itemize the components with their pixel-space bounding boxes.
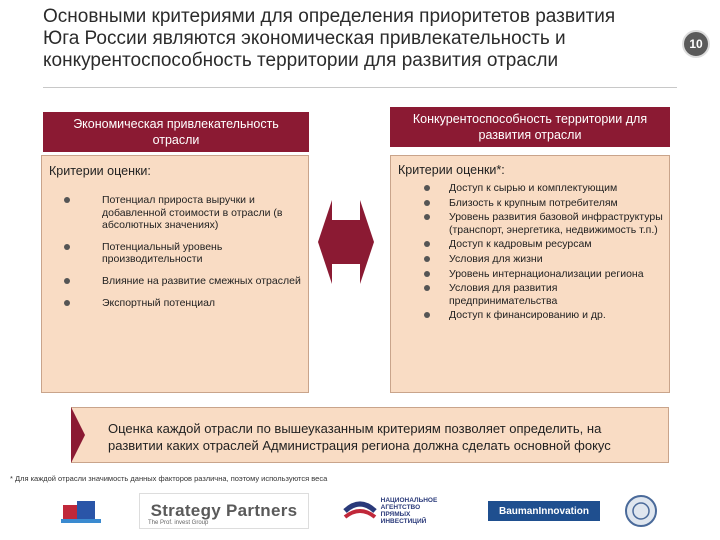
nap-line: ИНВЕСТИЦИЙ [380,518,427,525]
nap-emblem-icon [343,497,377,525]
nap-logo [335,493,445,529]
bullet-icon [424,185,430,191]
bullet-icon [64,300,70,306]
list-item-text: Доступ к сырью и комплектующим [449,182,618,194]
bullet-icon [424,241,430,247]
list-item [424,182,664,195]
title-divider [43,87,677,88]
university-seal-logo [623,493,659,529]
list-item-text: Потенциальный уровень производительности [102,240,223,266]
list-item-text: Близость к крупным потребителям [449,196,618,209]
list-item-text: Экспортный потенциал [102,296,216,309]
regional-emblem-icon [57,495,105,527]
list-item [64,194,304,232]
partner-logos [43,493,677,531]
list-item [424,282,664,307]
bauman-innovation-text: BaumanInnovation [498,505,589,517]
strategy-partners-subtitle: The Prof. invest Group [148,520,209,526]
right-criteria-label: Критерии оценки*: [398,163,505,177]
list-item-text: Влияние на развитие смежных отраслей [102,274,301,287]
nap-line: ПРЯМЫХ [380,511,411,518]
list-item [424,197,664,210]
double-arrow-icon [318,200,374,284]
list-item-text: Уровень интернационализации региона [449,267,644,280]
list-item-text: Условия для жизни [449,252,543,265]
left-criteria-panel [41,155,309,393]
list-item-text: Уровень развития базовой инфраструктуры (транспорт, энергетика, недвижимость т.п.) [449,211,663,236]
left-criteria-label: Критерии оценки: [49,164,151,178]
list-item-text: Доступ к финансированию и др. [449,309,606,322]
list-item-text: Условия для развития предпринимательства [449,282,558,307]
bullet-icon [64,278,70,284]
bullet-icon [424,200,430,206]
list-item [424,309,664,322]
page-number-badge: 10 [682,30,710,58]
nap-line: АГЕНТСТВО [380,504,421,511]
list-item-text: Доступ к кадровым ресурсам [449,238,592,251]
bullet-icon [424,214,430,220]
list-item [424,238,664,251]
bullet-icon [424,256,430,262]
chevron-right-icon [71,407,85,463]
nap-line: НАЦИОНАЛЬНОЕ [380,497,438,504]
right-header [390,107,670,147]
footnote: * Для каждой отрасли значимость данных факторов различна, поэтому используются веса [10,474,328,483]
list-item-text: Потенциал прироста выручки и добавленной стоимости в отрасли (в абсолютных значениях) [102,194,283,232]
slide-title: Основными критериями для определения приоритетов развития Юга России являются экономическая привлекательность и конкурентоспособность территории для развития отрасли [43,6,616,71]
bullet-icon [64,244,70,250]
left-header-text: Экономическая привлекательность отрасли [73,117,279,147]
list-item [424,268,664,281]
conclusion-box [71,407,669,463]
list-item [424,253,664,266]
strategy-partners-text: Strategy Partners [150,501,298,520]
bullet-icon [424,285,430,291]
bullet-icon [424,271,430,277]
seal-icon [624,494,658,528]
strategy-partners-logo [139,493,309,529]
list-item [64,297,304,310]
left-criteria-list [64,194,304,318]
conclusion-text: Оценка каждой отрасли по вышеуказанным критериям позволяет определить, на развитии каких отраслей Администрация региона должна сделать основной фокус [108,421,611,453]
right-criteria-list [424,182,664,324]
list-item [64,241,304,266]
left-header [43,112,309,152]
regional-logo [51,493,111,529]
list-item [424,211,664,236]
nap-text [381,497,438,525]
bullet-icon [424,312,430,318]
right-criteria-panel [390,155,670,393]
bauman-innovation-logo [488,501,600,521]
right-header-text: Конкурентоспособность территории для развития отрасли [412,112,648,142]
bullet-icon [64,197,70,203]
list-item [64,275,304,288]
